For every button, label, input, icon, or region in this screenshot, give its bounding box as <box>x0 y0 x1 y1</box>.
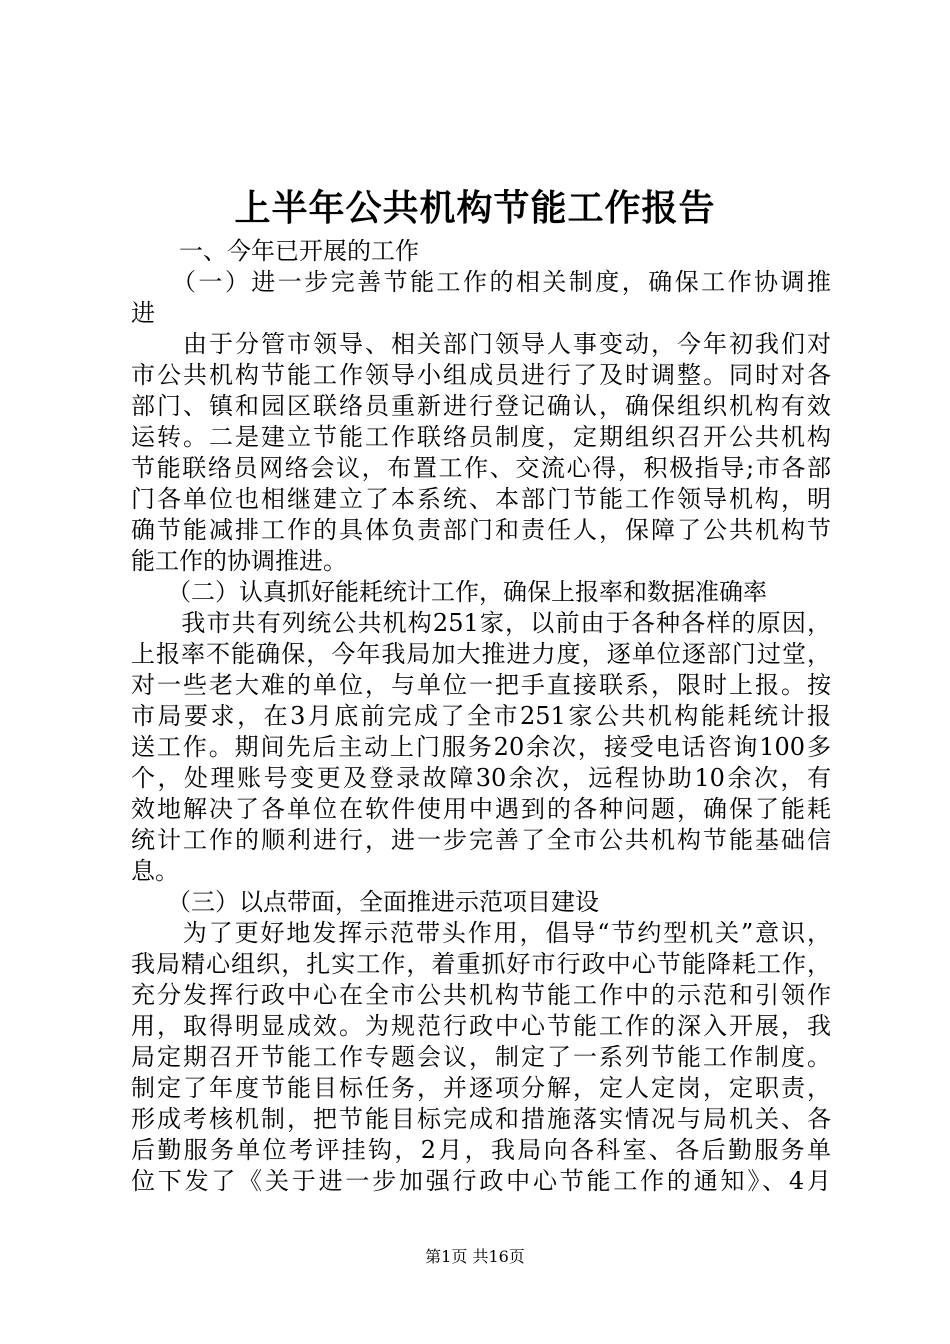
text-line: 门各单位也相继建立了本系统、本部门节能工作领导机构，明 <box>131 485 831 513</box>
text-line: 运转。二是建立节能工作联络员制度，定期组织召开公共机构 <box>131 423 831 451</box>
text-line: 制定了年度节能目标任务，并逐项分解，定人定岗，定职责， <box>131 1074 831 1102</box>
text-line: 为了更好地发挥示范带头作用，倡导“节约型机关”意识， <box>131 919 831 947</box>
page-footer: 第1页 共16页 <box>425 1247 525 1266</box>
text-line: 局定期召开节能工作专题会议，制定了一系列节能工作制度。 <box>131 1043 831 1071</box>
text-line: 确节能减排工作的具体负责部门和责任人，保障了公共机构节 <box>131 516 831 544</box>
text-line: 充分发挥行政中心在全市公共机构节能工作中的示范和引领作 <box>131 981 831 1009</box>
text-line: 市局要求，在3月底前完成了全市251家公共机构能耗统计报 <box>131 702 831 730</box>
text-line: 节能联络员网络会议，布置工作、交流心得，积极指导;市各部 <box>131 454 831 482</box>
text-line: 形成考核机制，把节能目标完成和措施落实情况与局机关、各 <box>131 1105 831 1133</box>
text-line: 上报率不能确保，今年我局加大推进力度，逐单位逐部门过堂， <box>131 640 831 668</box>
text-line: 送工作。期间先后主动上门服务20余次，接受电话咨询100多 <box>131 733 831 761</box>
text-line: 对一些老大难的单位，与单位一把手直接联系，限时上报。按 <box>131 671 831 699</box>
text-line: （三）以点带面，全面推进示范项目建设 <box>131 888 599 916</box>
text-line: （二）认真抓好能耗统计工作，确保上报率和数据准确率 <box>131 578 767 606</box>
text-line: 能工作的协调推进。 <box>131 547 347 575</box>
text-line: 个，处理账号变更及登录故障30余次，远程协助10余次，有 <box>131 764 831 792</box>
document-title: 上半年公共机构节能工作报告 <box>234 187 716 229</box>
text-line: 后勤服务单位考评挂钩，2月，我局向各科室、各后勤服务单 <box>131 1136 831 1164</box>
text-line: 息。 <box>131 857 179 885</box>
text-line: 效地解决了各单位在软件使用中遇到的各种问题，确保了能耗 <box>131 795 831 823</box>
text-line: 统计工作的顺利进行，进一步完善了全市公共机构节能基础信 <box>131 826 831 854</box>
document-body <box>131 236 831 1197</box>
text-line: 市公共机构节能工作领导小组成员进行了及时调整。同时对各 <box>131 361 831 389</box>
text-line: 位下发了《关于进一步加强行政中心节能工作的通知》、4月 <box>131 1167 831 1195</box>
text-line: 部门、镇和园区联络员重新进行登记确认，确保组织机构有效 <box>131 392 831 420</box>
text-line: 我局精心组织，扎实工作，着重抓好市行政中心节能降耗工作， <box>131 950 831 978</box>
text-line: 一、今年已开展的工作 <box>131 237 419 265</box>
text-line: 用，取得明显成效。为规范行政中心节能工作的深入开展，我 <box>131 1012 831 1040</box>
text-line: 我市共有列统公共机构251家，以前由于各种各样的原因， <box>131 609 831 637</box>
text-line: 由于分管市领导、相关部门领导人事变动，今年初我们对 <box>131 330 831 358</box>
text-line: （一）进一步完善节能工作的相关制度，确保工作协调推 <box>131 268 831 296</box>
text-line: 进 <box>131 299 155 327</box>
